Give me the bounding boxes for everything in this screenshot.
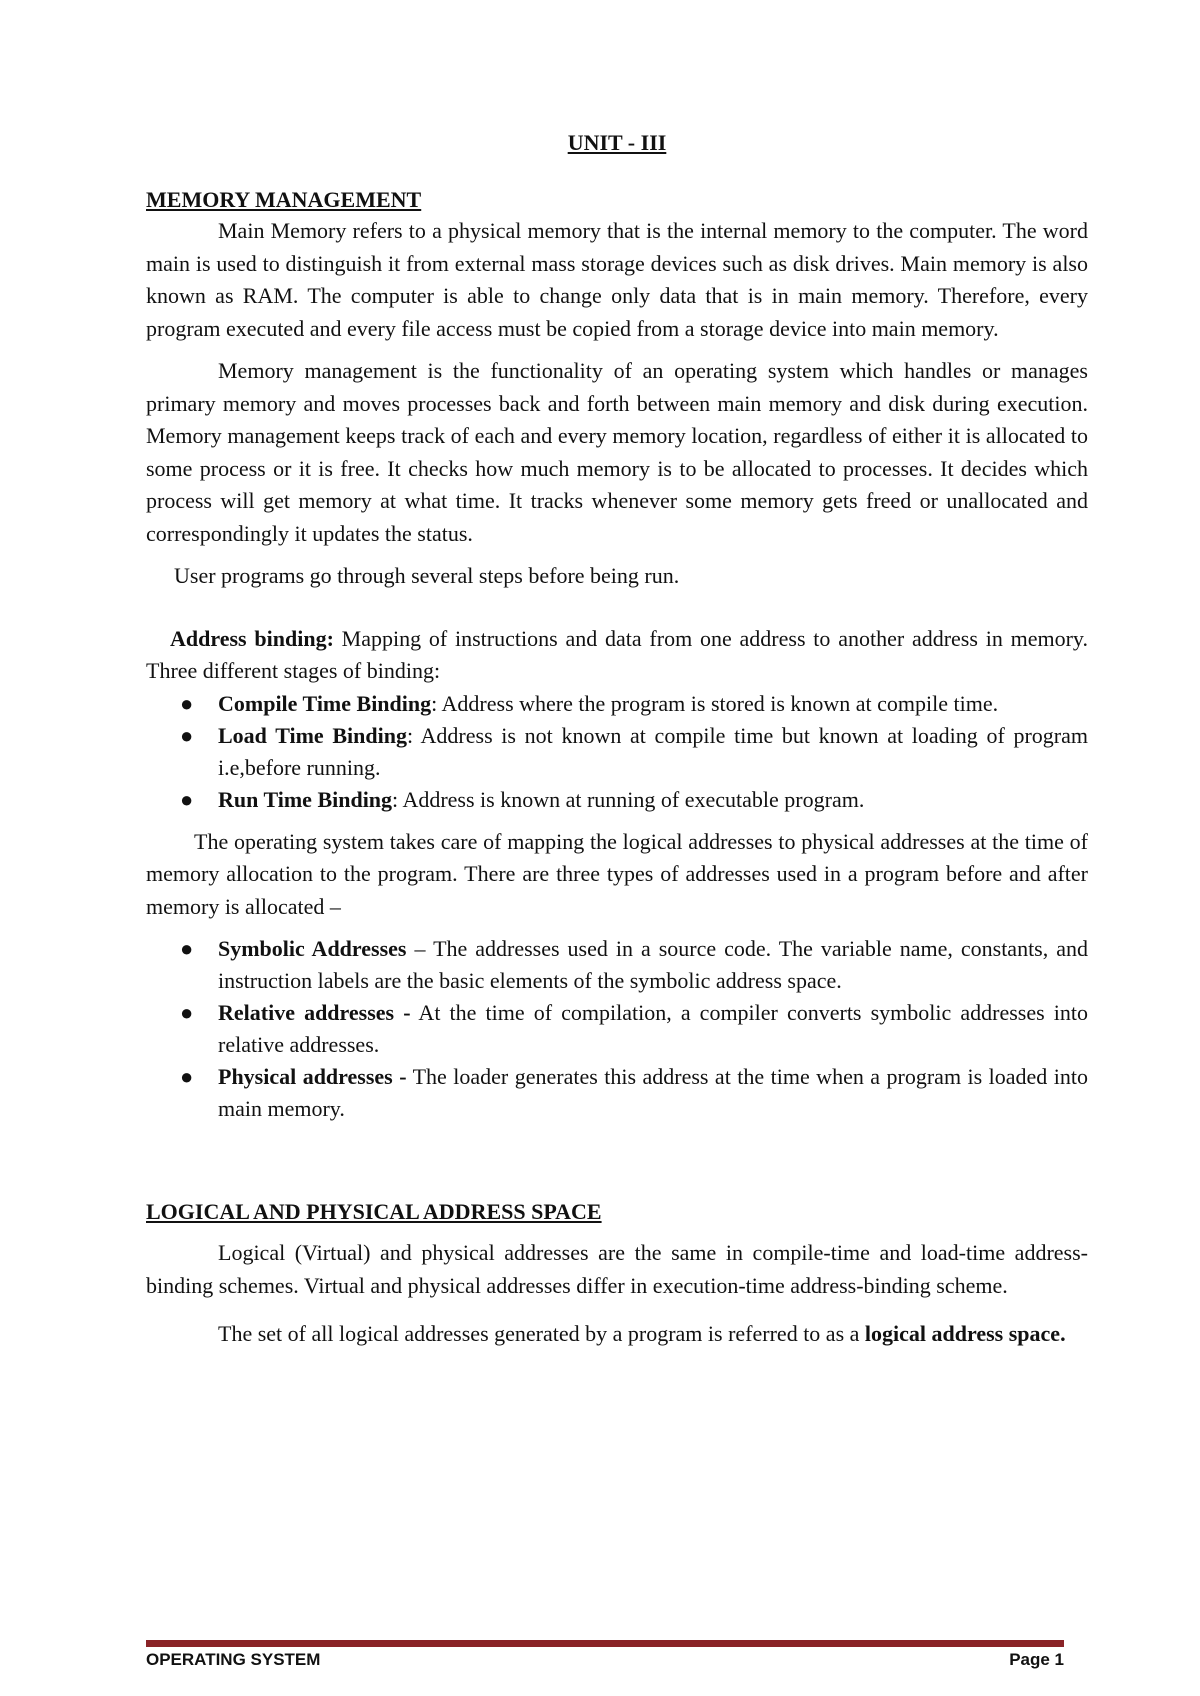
list-item — [146, 1061, 1088, 1125]
logical-address-space-term: logical address space — [864, 1321, 1061, 1346]
address-types-list — [146, 933, 1088, 1125]
footer-rule — [146, 1640, 1064, 1647]
footer-course-title: OPERATING SYSTEM — [146, 1650, 321, 1669]
paragraph-user-programs: User programs go through several steps before being run. — [174, 563, 680, 588]
list-item-term: Symbolic Addresses — [218, 936, 407, 961]
address-binding-term: Address binding: — [170, 625, 334, 651]
list-item-term: Compile Time Binding — [218, 690, 432, 716]
bullet-icon: ● — [180, 1064, 194, 1089]
list-item-text: – The addresses used in a source code. The variable name, constants, and instruction labels are the basic elements of the symbolic address space. — [218, 936, 1088, 993]
bullet-icon: ● — [180, 690, 194, 716]
list-item-text: The loader generates this address at the time when a program is loaded into main memory. — [218, 1064, 1088, 1121]
paragraph-logical-virtual: Logical (Virtual) and physical addresses are the same in compile-time and load-time address-binding schemes. Virtual and physical addresses differ in execution-time address-binding scheme. — [146, 1240, 1088, 1298]
list-item-term: Physical addresses - — [218, 1064, 407, 1089]
list-item-term: Relative addresses - — [218, 1000, 411, 1025]
list-item-text: : Address is known at running of executable program. — [392, 786, 865, 812]
list-item — [146, 933, 1088, 997]
address-binding-text: Mapping of instructions and data from one address to another address in memory. Three different stages of binding: — [146, 625, 1088, 683]
bullet-icon: ● — [180, 722, 194, 748]
section-heading-memory-management: MEMORY MANAGEMENT — [146, 187, 422, 212]
paragraph-main-memory: Main Memory refers to a physical memory that is the internal memory to the computer. The word main is used to distinguish it from external mass storage devices such as disk drives. Main memory is also known as RAM. The computer is able to change only data that is in main memory. Therefore, every program executed and every file access must be copied from a storage device into main memory. — [146, 218, 1088, 341]
list-item — [146, 720, 1088, 784]
paragraph-logical-address-space — [146, 1318, 1088, 1351]
bullet-icon: ● — [180, 786, 194, 812]
list-item — [146, 688, 1088, 720]
binding-list — [146, 688, 1088, 816]
paragraph-memory-management: Memory management is the functionality of an operating system which handles or manages primary memory and moves processes back and forth between main memory and disk during execution. Memory management keeps track of each and every memory location, regardless of either it is allocated to some process or it is free. It checks how much memory is to be allocated to processes. It decides which process will get memory at what time. It tracks whenever some memory gets freed or unallocated and correspondingly it updates the status. — [146, 358, 1088, 546]
list-item-text: : Address is not known at compile time but known at loading of program i.e,before running. — [218, 722, 1088, 780]
bullet-icon: ● — [180, 1000, 194, 1025]
list-item-text: At the time of compilation, a compiler converts symbolic addresses into relative addresses. — [218, 1000, 1088, 1057]
list-item-term: Run Time Binding — [218, 786, 393, 812]
footer-page-number: Page 1 — [1009, 1650, 1064, 1669]
unit-title: UNIT - III — [567, 130, 667, 155]
paragraph-end: . — [1060, 1321, 1066, 1346]
list-item-term: Load Time Binding — [218, 722, 407, 748]
paragraph-text: The set of all logical addresses generated by a program is referred to as a — [218, 1321, 865, 1346]
paragraph-operating-system-mapping: The operating system takes care of mapping the logical addresses to physical addresses at the time of memory allocation to the program. There are three types of addresses used in a program before and after memory is allocated – — [146, 828, 1088, 919]
paragraph-address-binding — [146, 623, 1088, 688]
list-item-text: : Address where the program is stored is known at compile time. — [431, 690, 999, 716]
list-item — [146, 997, 1088, 1061]
section-heading-logical-physical: LOGICAL AND PHYSICAL ADDRESS SPACE — [146, 1199, 602, 1224]
list-item — [146, 784, 1088, 816]
bullet-icon: ● — [180, 936, 194, 961]
page-content — [146, 128, 1088, 1351]
